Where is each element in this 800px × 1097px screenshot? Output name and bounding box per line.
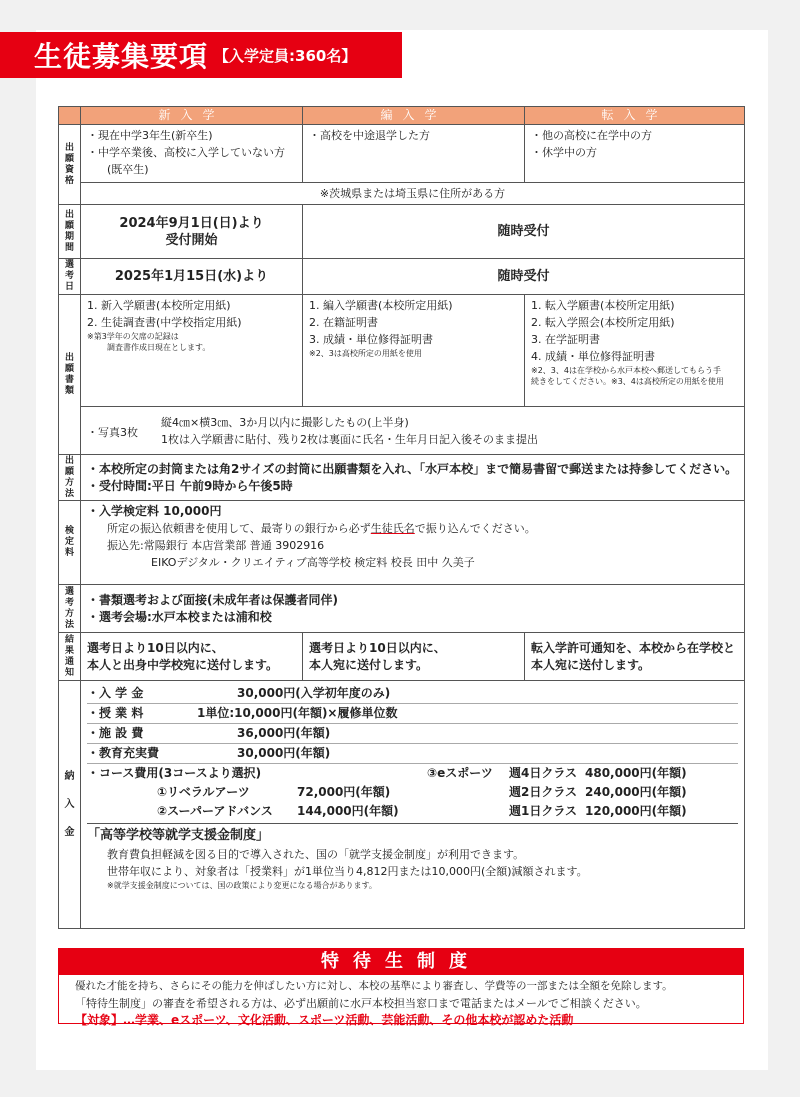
- header-new: 新入学: [81, 107, 303, 125]
- text: 1枚は入学願書に貼付、残り2枚は裏面に氏名・生年月日記入後そのまま提出: [161, 433, 538, 446]
- text: ・選考会場:水戸本校または浦和校: [87, 609, 272, 624]
- fee-name: ・入 学 金: [87, 686, 144, 700]
- text: 4. 成績・単位修得証明書: [531, 350, 655, 363]
- result-transfer-in: [303, 633, 525, 681]
- text: 3. 成績・単位修得証明書: [309, 333, 433, 346]
- course-value: 144,000円(年額): [297, 804, 399, 818]
- text: 本人と出身中学校宛に送付します。: [87, 657, 279, 672]
- text: 転入学許可通知を、本校から在学校と: [531, 640, 736, 655]
- photo-label: ・写真3枚: [87, 426, 138, 439]
- note: ※第3学年の欠席の記録は: [87, 332, 179, 341]
- text: 選考日より10日以内に、: [309, 640, 446, 655]
- title-banner: [0, 32, 402, 78]
- text: (既卒生): [107, 163, 149, 176]
- course-title: ・コース費用(3コースより選択): [87, 766, 262, 780]
- text: 選考日より10日以内に、: [87, 640, 224, 655]
- period-new: [81, 205, 303, 259]
- fee-name: ・施 設 費: [87, 726, 144, 740]
- period-other: 随時受付: [303, 205, 745, 259]
- fee-cell: [81, 501, 745, 585]
- text: 生徒氏名: [370, 522, 415, 535]
- text: 入: [64, 798, 75, 810]
- label-documents: 出願書類: [59, 295, 81, 455]
- text: 2. 生徒調査書(中学校指定用紙): [87, 316, 242, 329]
- text: 振込先:常陽銀行 本店営業部 普通 3902916: [107, 539, 325, 552]
- text: で振り込んでください。: [414, 522, 536, 535]
- payment-cell: [81, 681, 745, 929]
- scholarship-title: 特待生制度: [59, 949, 743, 975]
- capacity-label: 【入学定員:360名】: [214, 46, 357, 65]
- page-title: 生徒募集要項: [34, 40, 209, 73]
- exam-date-new: 2025年1月15日(水)より: [81, 259, 303, 295]
- text: ・他の高校に在学中の方: [531, 129, 652, 142]
- method-cell: [81, 455, 745, 501]
- class-value: 120,000円(年額): [585, 804, 687, 818]
- documents-transfer-in: [303, 295, 525, 407]
- text: 世帯年収により、対象者は「授業料」が1単位当り4,812円または10,000円(全額)減額されます。: [107, 865, 588, 878]
- text: 本人宛に送付します。: [531, 657, 651, 672]
- label-fee: 検定料: [59, 501, 81, 585]
- fee-value: 36,000円(年額): [237, 726, 331, 740]
- header-transfer: 転入学: [525, 107, 745, 125]
- note: ※2、3は高校所定の用紙を使用: [309, 349, 422, 358]
- course-name: ②スーパーアドバンス: [157, 804, 273, 818]
- exam-date-other: 随時受付: [303, 259, 745, 295]
- label-exam-date: 選考日: [59, 259, 81, 295]
- text: ・入学検定料 10,000円: [87, 504, 222, 518]
- class-value: 480,000円(年額): [585, 766, 687, 780]
- admission-table: [58, 106, 745, 929]
- result-new: [81, 633, 303, 681]
- label-result: 結果通知: [59, 633, 81, 681]
- text: 納: [64, 770, 75, 782]
- fee-value: 30,000円(入学初年度のみ): [237, 686, 391, 700]
- note: 続きをしてください。※3、4は高校所定の用紙を使用: [531, 377, 724, 386]
- text: 2. 在籍証明書: [309, 316, 378, 329]
- text: 金: [64, 826, 75, 838]
- header-transfer-in: 編入学: [303, 107, 525, 125]
- text: 1. 転入学願書(本校所定用紙): [531, 299, 675, 312]
- text: 縦4㎝×横3㎝、3か月以内に撮影したもの(上半身): [161, 416, 409, 429]
- qualification-transfer: [525, 125, 745, 183]
- selection-cell: [81, 585, 745, 633]
- text: EIKOデジタル・クリエイティブ高等学校 検定料 校長 田中 久美子: [151, 556, 475, 569]
- text: 本人宛に送付します。: [309, 657, 429, 672]
- esports-name: ③eスポーツ: [427, 766, 493, 780]
- class-name: 週4日クラス: [509, 766, 577, 780]
- text: 2. 転入学照会(本校所定用紙): [531, 316, 675, 329]
- course-name: ①リベラルアーツ: [157, 785, 250, 799]
- support-title: 「高等学校等就学支援金制度」: [87, 828, 270, 843]
- qualification-transfer-in: [303, 125, 525, 183]
- class-name: 週1日クラス: [509, 804, 577, 818]
- note: ※2、3、4は在学校から水戸本校へ郵送してもらう手: [531, 366, 721, 375]
- header-blank: [59, 107, 81, 125]
- text: ・中学卒業後、高校に入学していない方: [87, 146, 285, 159]
- text: ・受付時間:平日 午前9時から午後5時: [87, 478, 293, 493]
- qualification-new: [81, 125, 303, 183]
- label-method: 出願方法: [59, 455, 81, 501]
- scholarship-target: 【対象】…学業、eスポーツ、文化活動、スポーツ活動、芸能活動、その他本校が認めた活動: [75, 1013, 574, 1027]
- text: 3. 在学証明書: [531, 333, 600, 346]
- documents-photo: [81, 407, 745, 455]
- label-qualification: 出願資格: [59, 125, 81, 205]
- class-value: 240,000円(年額): [585, 785, 687, 799]
- label-selection: 選考方法: [59, 585, 81, 633]
- course-value: 72,000円(年額): [297, 785, 391, 799]
- fee-value: 1単位:10,000円(年額)×履修単位数: [197, 706, 398, 720]
- note: 調査書作成日現在とします。: [107, 343, 211, 352]
- text: 「特待生制度」の審査を希望される方は、必ず出願前に水戸本校担当窓口まで電話またはメールでご相談ください。: [75, 997, 647, 1010]
- class-name: 週2日クラス: [509, 785, 577, 799]
- text: 2024年9月1日(日)より: [119, 215, 264, 231]
- text: 1. 新入学願書(本校所定用紙): [87, 299, 231, 312]
- text: 優れた才能を持ち、さらにその能力を伸ばしたい方に対し、本校の基準により審査し、学費等の一部または全額を免除します。: [75, 980, 673, 992]
- label-payment: [59, 681, 81, 929]
- fee-name: ・授 業 料: [87, 706, 144, 720]
- text: ・現在中学3年生(新卒生): [87, 129, 213, 142]
- text: ・高校を中途退学した方: [309, 129, 430, 142]
- text: ・本校所定の封筒または角2サイズの封筒に出願書類を入れ、「水戸本校」まで簡易書留で郵送または持参してください。: [87, 461, 738, 476]
- text: 教育費負担軽減を図る目的で導入された、国の「就学支援金制度」が利用できます。: [107, 848, 525, 861]
- text: 1. 編入学願書(本校所定用紙): [309, 299, 453, 312]
- text: ・休学中の方: [531, 146, 597, 159]
- scholarship-box: [58, 948, 744, 1027]
- result-transfer: [525, 633, 745, 681]
- qualification-note: ※茨城県または埼玉県に住所がある方: [81, 183, 745, 205]
- note: ※就学支援金制度については、国の政策により変更になる場合があります。: [107, 881, 377, 890]
- fee-name: ・教育充実費: [87, 746, 160, 760]
- documents-new: [81, 295, 303, 407]
- text: ・書類選考および面接(未成年者は保護者同伴): [87, 592, 338, 607]
- text: 所定の振込依頼書を使用して、最寄りの銀行から必ず: [107, 522, 371, 535]
- label-period: 出願期間: [59, 205, 81, 259]
- text: 受付開始: [165, 232, 218, 248]
- fee-value: 30,000円(年額): [237, 746, 331, 760]
- documents-transfer: [525, 295, 745, 407]
